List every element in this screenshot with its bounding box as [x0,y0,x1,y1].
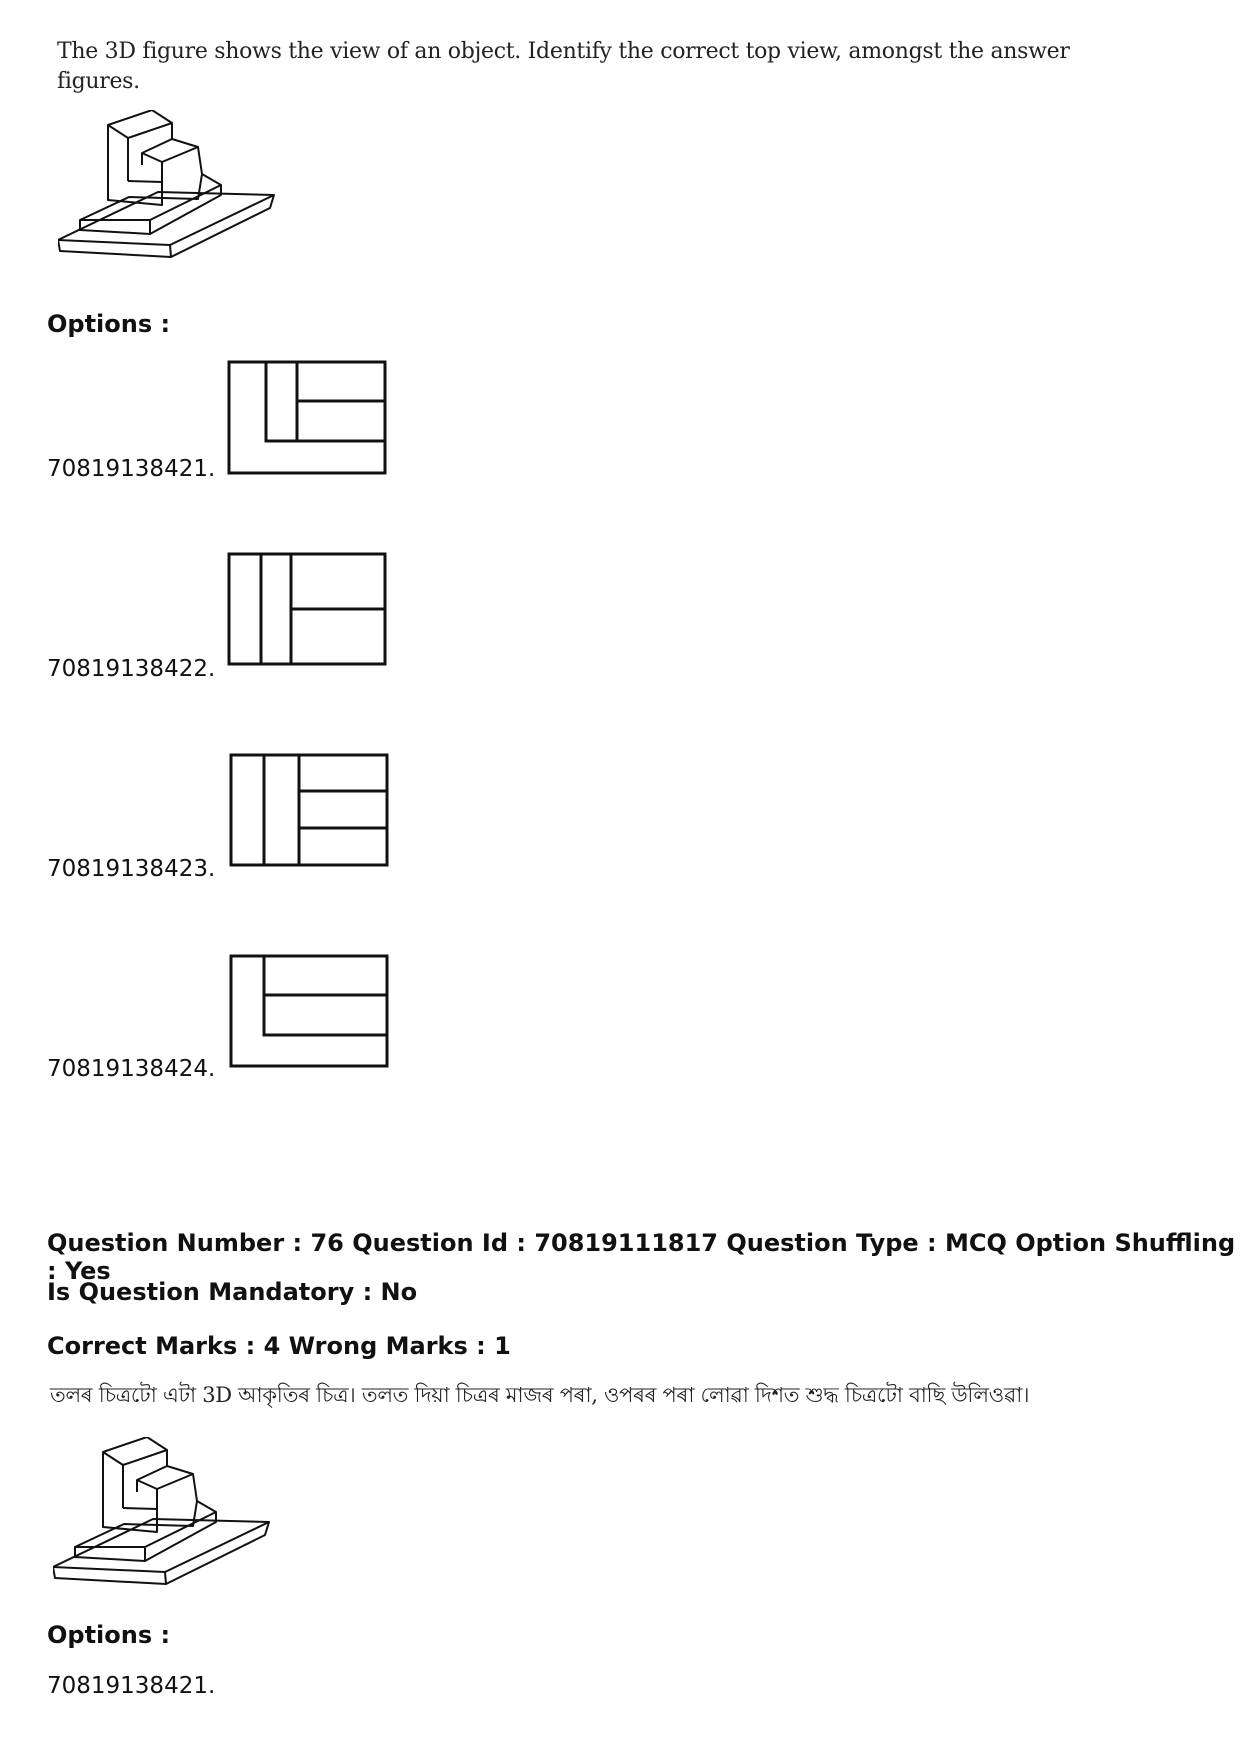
option-id[interactable]: 70819138421. [47,1673,216,1699]
top-view-option-b-icon [227,552,387,672]
top-view-option-d-icon [229,954,389,1074]
question-header-line-1: Question Number : 76 Question Id : 70819111817 Question Type : MCQ Option Shuffling : Yes [47,1229,1236,1285]
question-text-assamese: তলৰ চিত্ৰটো এটা 3D আকৃতিৰ চিত্ৰ। তলত দিয়া চিত্ৰৰ মাজৰ পৰা, ওপৰৰ পৰা লোৱা দিশত শুদ্ধ চিত্ৰটো বাছি উলিওৱা। [50,1383,1030,1407]
question-marks-line: Correct Marks : 4 Wrong Marks : 1 [47,1332,511,1360]
question-text-line-1: The 3D figure shows the view of an object. Identify the correct top view, amongst the answer [57,39,1070,64]
option-id: 70819138424. [47,1056,216,1082]
option-1[interactable] [47,340,407,490]
3d-object-figure [58,110,288,290]
top-view-option-a-icon [227,360,387,480]
option-id: 70819138422. [47,656,216,682]
option-id: 70819138423. [47,856,216,882]
top-view-option-c-icon [229,753,389,873]
question-text-line-2: figures. [57,69,140,94]
3d-staircase-object-icon [58,110,288,290]
question-text [57,37,1157,97]
3d-staircase-object-icon [53,1437,283,1617]
option-3[interactable] [47,740,407,890]
option-4[interactable] [47,940,407,1090]
options-label: Options : [47,310,171,338]
options-label: Options : [47,1621,171,1649]
question-mandatory-line: Is Question Mandatory : No [47,1278,418,1306]
option-id: 70819138421. [47,456,216,482]
3d-object-figure [53,1437,283,1617]
option-2[interactable] [47,540,407,690]
